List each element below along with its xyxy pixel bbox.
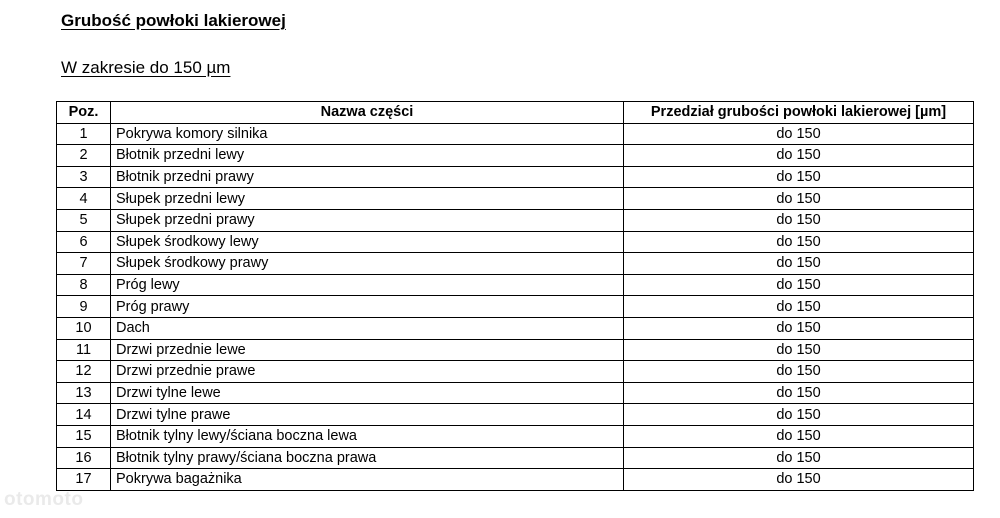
table-row	[57, 447, 974, 469]
row-part-name-cell: Pokrywa komory silnika	[111, 123, 624, 145]
row-part-name-cell: Błotnik przedni prawy	[111, 166, 624, 188]
row-part-name-cell: Błotnik tylny prawy/ściana boczna prawa	[111, 447, 624, 469]
table-row	[57, 166, 974, 188]
row-poz-cell: 7	[57, 253, 111, 275]
row-part-name-cell: Błotnik przedni lewy	[111, 145, 624, 167]
row-thickness-range-cell: do 150	[624, 447, 974, 469]
row-poz-cell: 3	[57, 166, 111, 188]
row-poz-cell: 12	[57, 361, 111, 383]
row-poz-cell: 4	[57, 188, 111, 210]
row-thickness-range-cell: do 150	[624, 253, 974, 275]
table-row	[57, 253, 974, 275]
row-poz-cell: 15	[57, 425, 111, 447]
row-part-name-cell: Pokrywa bagażnika	[111, 469, 624, 491]
table-header-row	[57, 102, 974, 124]
row-part-name-cell: Drzwi przednie prawe	[111, 361, 624, 383]
row-part-name-cell: Drzwi tylne lewe	[111, 382, 624, 404]
table-row	[57, 339, 974, 361]
row-part-name-cell: Próg lewy	[111, 274, 624, 296]
table-row	[57, 274, 974, 296]
row-thickness-range-cell: do 150	[624, 382, 974, 404]
row-thickness-range-cell: do 150	[624, 209, 974, 231]
table-row	[57, 382, 974, 404]
row-thickness-range-cell: do 150	[624, 188, 974, 210]
row-thickness-range-cell: do 150	[624, 469, 974, 491]
table-row	[57, 123, 974, 145]
row-poz-cell: 1	[57, 123, 111, 145]
row-poz-cell: 5	[57, 209, 111, 231]
row-poz-cell: 16	[57, 447, 111, 469]
row-thickness-range-cell: do 150	[624, 231, 974, 253]
table-row	[57, 145, 974, 167]
row-thickness-range-cell: do 150	[624, 425, 974, 447]
row-part-name-cell: Błotnik tylny lewy/ściana boczna lewa	[111, 425, 624, 447]
table-row	[57, 317, 974, 339]
row-thickness-range-cell: do 150	[624, 404, 974, 426]
table-body	[57, 123, 974, 490]
row-part-name-cell: Słupek środkowy lewy	[111, 231, 624, 253]
document-subtitle: W zakresie do 150 µm	[61, 58, 231, 77]
row-thickness-range-cell: do 150	[624, 317, 974, 339]
row-part-name-cell: Słupek środkowy prawy	[111, 253, 624, 275]
row-poz-cell: 2	[57, 145, 111, 167]
row-poz-cell: 9	[57, 296, 111, 318]
row-poz-cell: 8	[57, 274, 111, 296]
row-thickness-range-cell: do 150	[624, 339, 974, 361]
document-title: Grubość powłoki lakierowej	[61, 11, 286, 30]
row-thickness-range-cell: do 150	[624, 145, 974, 167]
row-part-name-cell: Słupek przedni prawy	[111, 209, 624, 231]
row-part-name-cell: Drzwi przednie lewe	[111, 339, 624, 361]
row-thickness-range-cell: do 150	[624, 361, 974, 383]
row-part-name-cell: Drzwi tylne prawe	[111, 404, 624, 426]
row-poz-cell: 11	[57, 339, 111, 361]
paint-thickness-table	[56, 101, 974, 491]
header-part-name: Nazwa części	[111, 102, 624, 124]
row-poz-cell: 17	[57, 469, 111, 491]
watermark-logo: otomoto	[4, 489, 84, 510]
table-row	[57, 296, 974, 318]
table-row	[57, 231, 974, 253]
table-row	[57, 404, 974, 426]
row-poz-cell: 6	[57, 231, 111, 253]
row-thickness-range-cell: do 150	[624, 296, 974, 318]
row-poz-cell: 13	[57, 382, 111, 404]
table-row	[57, 425, 974, 447]
table-row	[57, 361, 974, 383]
row-part-name-cell: Próg prawy	[111, 296, 624, 318]
header-thickness-range: Przedział grubości powłoki lakierowej [µm]	[624, 102, 974, 124]
header-poz: Poz.	[57, 102, 111, 124]
row-thickness-range-cell: do 150	[624, 123, 974, 145]
table-row	[57, 469, 974, 491]
row-poz-cell: 10	[57, 317, 111, 339]
row-thickness-range-cell: do 150	[624, 274, 974, 296]
row-part-name-cell: Słupek przedni lewy	[111, 188, 624, 210]
row-part-name-cell: Dach	[111, 317, 624, 339]
table-row	[57, 188, 974, 210]
row-poz-cell: 14	[57, 404, 111, 426]
table-row	[57, 209, 974, 231]
row-thickness-range-cell: do 150	[624, 166, 974, 188]
